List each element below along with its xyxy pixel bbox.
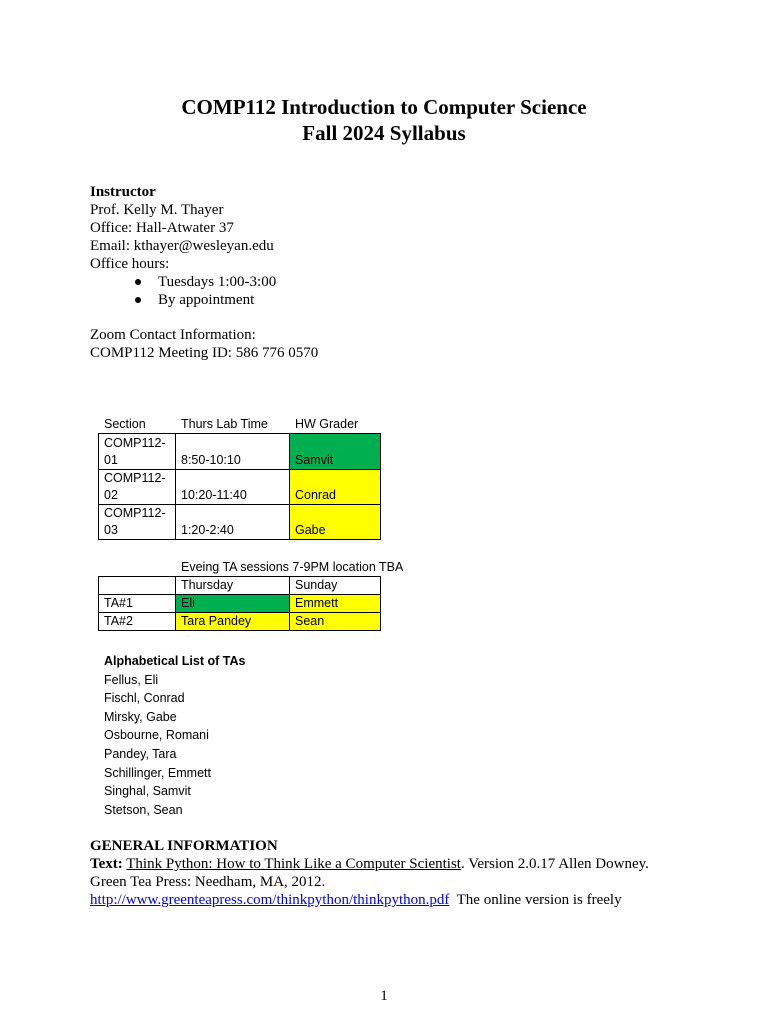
col-header-lab-time: Thurs Lab Time — [181, 417, 268, 431]
sunday-cell: Sean — [290, 613, 381, 631]
instructor-office: Office: Hall-Atwater 37 — [90, 220, 234, 236]
table-row — [99, 505, 381, 540]
publisher-line: Green Tea Press: Needham, MA, 2012. — [90, 874, 326, 890]
textbook-link[interactable]: http://www.greenteapress.com/thinkpython/thinkpython.pdf — [90, 892, 450, 908]
grader-cell: Gabe — [290, 505, 381, 540]
list-item: Schillinger, Emmett — [104, 765, 211, 780]
lab-time-cell: 1:20-2:40 — [176, 505, 290, 540]
list-item: Fellus, Eli — [104, 672, 159, 687]
thursday-cell: Eli — [176, 595, 290, 613]
ta-sessions-table — [98, 576, 381, 631]
book-version: . Version 2.0.17 Allen Downey. — [460, 856, 649, 872]
col-header-hw-grader: HW Grader — [295, 417, 359, 431]
sunday-cell: Emmett — [290, 595, 381, 613]
office-hours-item: By appointment — [90, 291, 276, 309]
col-header-sunday: Sunday — [290, 577, 381, 595]
col-header-thursday: Thursday — [176, 577, 290, 595]
sections-table — [98, 433, 381, 540]
instructor-name: Prof. Kelly M. Thayer — [90, 202, 224, 218]
table-row — [99, 613, 381, 631]
ta-label-cell: TA#1 — [99, 595, 176, 613]
url-line — [90, 891, 649, 909]
grader-cell: Conrad — [290, 470, 381, 505]
table-header-row — [99, 577, 381, 595]
table-row — [99, 595, 381, 613]
list-item: Pandey, Tara — [104, 746, 177, 761]
ta-list — [104, 652, 245, 819]
zoom-section — [90, 326, 318, 362]
section-cell: COMP112- 02 — [99, 470, 176, 505]
ta-sessions-caption: Eveing TA sessions 7-9PM location TBA — [181, 560, 404, 574]
textbook-line — [90, 855, 649, 873]
lab-time-cell: 8:50-10:10 — [176, 434, 290, 470]
text-label: Text: — [90, 856, 123, 872]
course-title: COMP112 Introduction to Computer Science — [181, 95, 587, 119]
instructor-section — [90, 183, 276, 309]
general-information — [90, 837, 649, 909]
list-item: Mirsky, Gabe — [104, 709, 177, 724]
empty-header-cell — [99, 577, 176, 595]
instructor-email: Email: kthayer@wesleyan.edu — [90, 238, 274, 254]
ta-list-heading: Alphabetical List of TAs — [104, 654, 246, 668]
office-hours-item: Tuesdays 1:00-3:00 — [90, 273, 276, 291]
list-item: Singhal, Samvit — [104, 784, 191, 799]
list-item: Osbourne, Romani — [104, 728, 209, 743]
section-cell: COMP112- 03 — [99, 505, 176, 540]
lab-time-cell: 10:20-11:40 — [176, 470, 290, 505]
col-header-section: Section — [104, 417, 146, 431]
zoom-label: Zoom Contact Information: — [90, 327, 256, 343]
page-number: 1 — [380, 988, 388, 1004]
ta-label-cell: TA#2 — [99, 613, 176, 631]
list-item: Fischl, Conrad — [104, 691, 185, 706]
thursday-cell: Tara Pandey — [176, 613, 290, 631]
office-hours-label: Office hours: — [90, 256, 170, 272]
book-title: Think Python: How to Think Like a Computer Scientist — [126, 856, 461, 872]
office-hours-list — [90, 273, 276, 309]
general-heading: GENERAL INFORMATION — [90, 838, 278, 854]
table-row — [99, 434, 381, 470]
url-note: The online version is freely — [449, 892, 622, 908]
section-cell: COMP112- 01 — [99, 434, 176, 470]
zoom-meeting-id: COMP112 Meeting ID: 586 776 0570 — [90, 345, 319, 361]
list-item: Stetson, Sean — [104, 802, 183, 817]
table-row — [99, 470, 381, 505]
grader-cell: Samvit — [290, 434, 381, 470]
instructor-heading: Instructor — [90, 184, 156, 200]
term-title: Fall 2024 Syllabus — [302, 121, 466, 145]
